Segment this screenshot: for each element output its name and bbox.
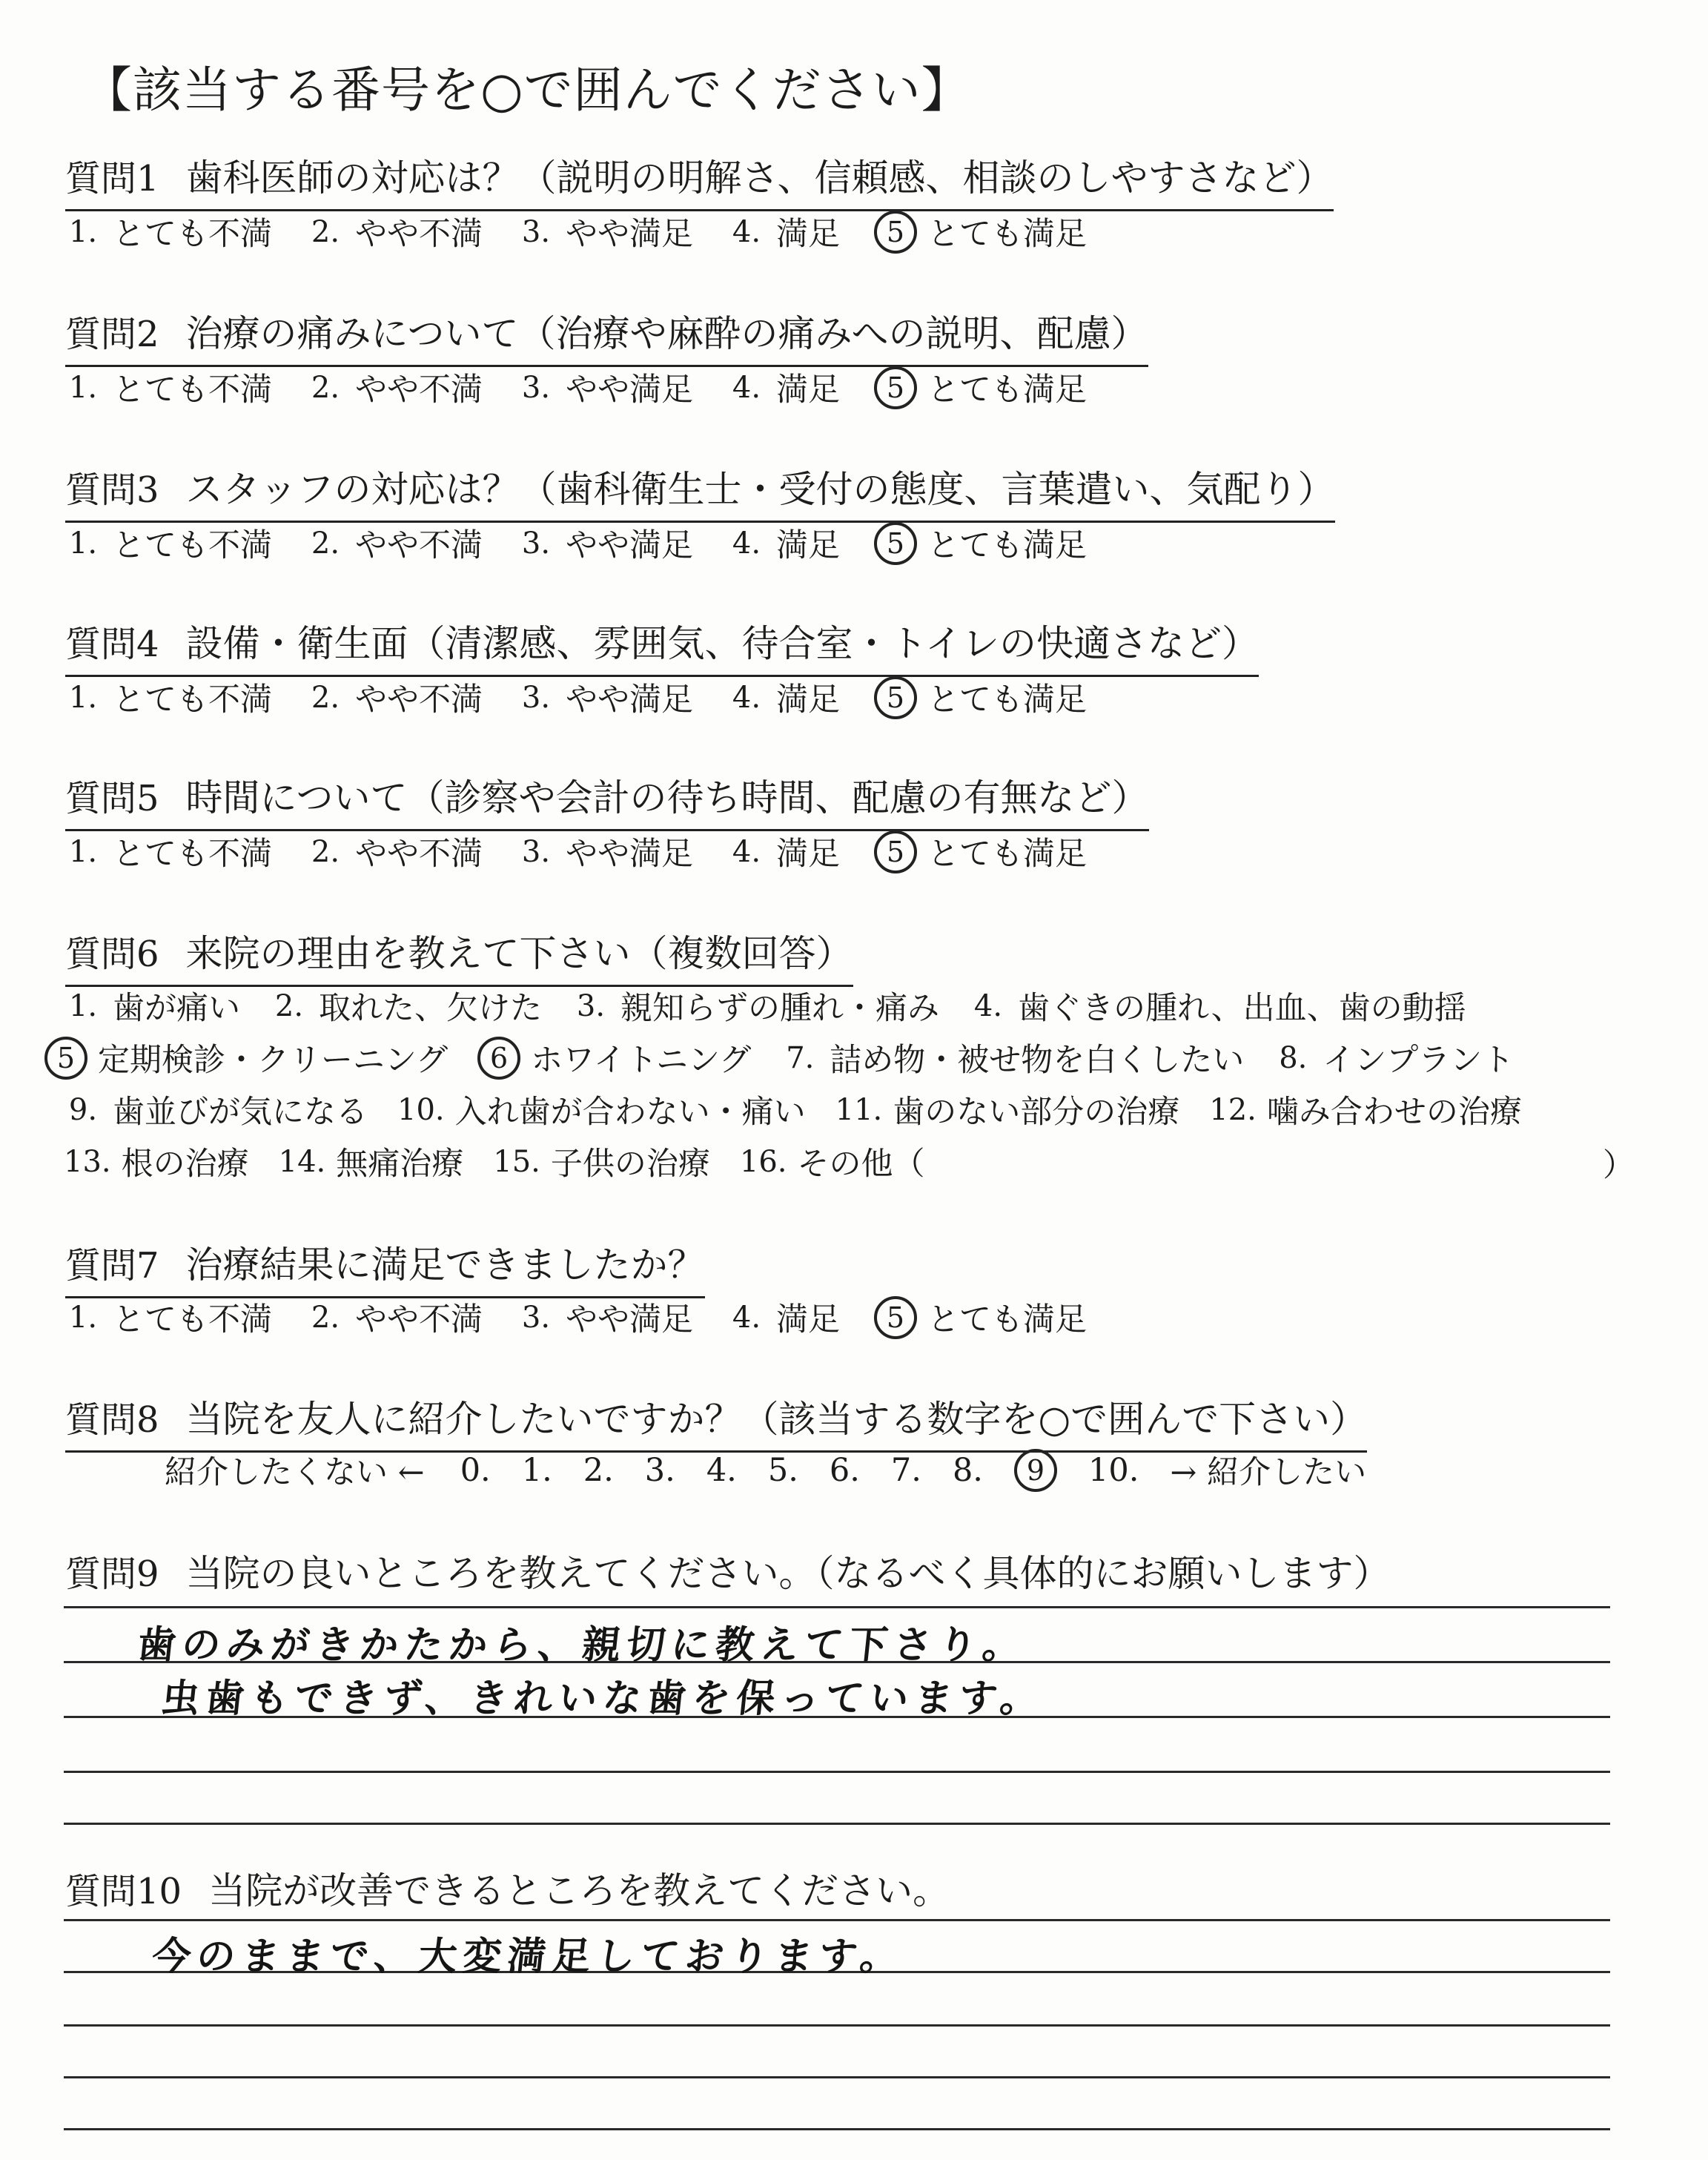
option-number: 3. <box>521 834 551 869</box>
option-number: 2. <box>311 1300 340 1335</box>
question-3-text: スタッフの対応は？（歯科衛生士・受付の態度、言葉遣い、気配り） <box>185 468 1335 511</box>
answer-option[interactable] <box>306 829 483 874</box>
question-4-text: 設備・衛生面（清潔感、雰囲気、待合室・トイレの快適さなど） <box>185 622 1260 665</box>
option-number-circled: 5 <box>44 1037 87 1080</box>
option-number: 4. <box>732 526 761 561</box>
option-label: 噛み合わせの治療 <box>1266 1094 1522 1131</box>
answer-option[interactable] <box>781 1035 1244 1080</box>
answer-rule <box>64 1823 1610 1825</box>
answer-option[interactable] <box>64 209 272 254</box>
option-label: 詰め物・被せ物を白くしたい <box>830 1042 1245 1079</box>
scale-value[interactable]: 0. <box>460 1451 491 1489</box>
option-number-circled: 5 <box>874 676 917 719</box>
answer-rule <box>64 2128 1610 2130</box>
answer-option[interactable] <box>727 209 840 254</box>
option-number: 1. <box>68 988 98 1023</box>
answer-rule <box>64 2024 1610 2027</box>
option-label: 歯並びが気になる <box>113 1094 368 1131</box>
option-number: 2. <box>274 988 304 1023</box>
answer-option[interactable] <box>969 983 1466 1028</box>
question-6-row-2 <box>44 1035 1543 1080</box>
scale-value-circled[interactable]: 9 <box>1014 1449 1057 1492</box>
option-number: 3. <box>521 1300 551 1335</box>
form-header: 【該当する番号を○で囲んでください】 <box>83 62 971 119</box>
question-9-title <box>65 1544 1391 1597</box>
other-close-paren: ） <box>1603 1147 1635 1184</box>
answer-option[interactable] <box>397 1087 806 1132</box>
question-8-title <box>65 1390 1367 1453</box>
scale-left-label: 紹介したくない ← <box>165 1454 425 1491</box>
scale-value[interactable]: 1. <box>521 1451 552 1489</box>
question-6-row-1 <box>64 983 1496 1028</box>
option-label: やや満足 <box>566 216 693 253</box>
answer-option[interactable] <box>740 1139 925 1184</box>
option-label: とても満足 <box>927 527 1087 564</box>
question-6-text: 来院の理由を教えて下さい（複数回答） <box>185 932 853 975</box>
option-number: 16. <box>739 1144 787 1179</box>
question-8-text: 当院を友人に紹介したいですか？（該当する数字を○で囲んで下さい） <box>185 1398 1368 1441</box>
option-number: 2. <box>311 834 340 869</box>
option-label: 子供の治療 <box>550 1146 710 1183</box>
option-label: やや不満 <box>355 1301 483 1338</box>
question-2-label: 質問2 <box>65 314 159 355</box>
question-2-title <box>65 304 1148 367</box>
scale-value[interactable]: 6. <box>829 1451 860 1489</box>
option-number: 15. <box>493 1144 540 1179</box>
question-4-options <box>64 675 1121 720</box>
option-number: 12. <box>1209 1092 1257 1127</box>
scale-values <box>460 1449 1171 1492</box>
answer-option[interactable] <box>874 209 1087 254</box>
question-4-label: 質問4 <box>65 624 159 665</box>
answer-option[interactable] <box>306 521 483 566</box>
answer-option[interactable] <box>517 829 693 874</box>
option-number: 2. <box>311 680 340 715</box>
answer-option[interactable] <box>477 1035 751 1080</box>
option-number: 8. <box>1279 1040 1308 1075</box>
question-3-label: 質問3 <box>65 469 159 511</box>
question-4-title <box>65 614 1259 677</box>
option-number: 3. <box>521 214 551 249</box>
option-number-circled: 5 <box>874 830 917 873</box>
answer-rule <box>64 1919 1610 1921</box>
question-10-title <box>65 1861 950 1915</box>
answer-rule <box>64 1606 1610 1608</box>
option-number: 2. <box>311 370 340 405</box>
answer-option[interactable] <box>874 675 1087 720</box>
option-number: 1. <box>68 1300 98 1335</box>
question-6-label: 質問6 <box>65 934 159 975</box>
answer-option[interactable] <box>270 983 542 1028</box>
option-label: とても不満 <box>113 1301 272 1338</box>
option-label: やや満足 <box>566 681 693 719</box>
answer-option[interactable] <box>727 1295 840 1340</box>
option-number-circled: 5 <box>874 1296 917 1339</box>
answer-option[interactable] <box>64 365 272 410</box>
scale-value[interactable]: 2. <box>583 1451 614 1489</box>
answer-option[interactable] <box>64 521 272 566</box>
option-number: 1. <box>68 526 98 561</box>
answer-option[interactable] <box>1209 1087 1522 1132</box>
answer-option[interactable] <box>64 1295 272 1340</box>
question-2-text: 治療の痛みについて（治療や麻酔の痛みへの説明、配慮） <box>185 312 1148 355</box>
option-number-circled: 5 <box>874 522 917 565</box>
option-number: 3. <box>576 988 606 1023</box>
answer-option[interactable] <box>306 675 483 720</box>
option-label: やや満足 <box>566 836 693 873</box>
option-number: 4. <box>732 214 761 249</box>
question-9-text: 当院の良いところを教えてください。（なるべく具体的にお願いします） <box>185 1552 1391 1595</box>
answer-option[interactable] <box>517 675 693 720</box>
option-label: 入れ歯が合わない・痛い <box>454 1094 806 1131</box>
option-label: 歯のない部分の治療 <box>893 1094 1180 1131</box>
question-6-row-4 <box>64 1139 955 1184</box>
answer-option[interactable] <box>835 1087 1180 1132</box>
option-label: 満足 <box>776 1301 840 1338</box>
answer-option[interactable] <box>64 675 272 720</box>
answer-option[interactable] <box>493 1139 710 1184</box>
option-label: 満足 <box>776 836 840 873</box>
answer-option[interactable] <box>874 521 1087 566</box>
scale-value[interactable]: 8. <box>952 1451 983 1489</box>
option-label: 満足 <box>776 371 840 409</box>
option-label: やや不満 <box>355 527 483 564</box>
answer-option[interactable] <box>517 521 693 566</box>
option-number: 1. <box>68 680 98 715</box>
answer-option[interactable] <box>1274 1035 1514 1080</box>
scale-value[interactable]: 10. <box>1088 1451 1139 1489</box>
option-label: とても満足 <box>927 836 1087 873</box>
option-number: 1. <box>68 834 98 869</box>
option-label: 無痛治療 <box>336 1146 464 1183</box>
option-number: 1. <box>68 370 98 405</box>
option-number: 7. <box>786 1040 815 1075</box>
option-label: その他（ <box>797 1146 925 1183</box>
scale-value[interactable]: 4. <box>706 1451 737 1489</box>
answer-option[interactable] <box>874 1295 1087 1340</box>
answer-option[interactable] <box>64 1087 368 1132</box>
question-6-title <box>65 924 853 987</box>
option-label: やや不満 <box>355 836 483 873</box>
answer-option[interactable] <box>727 675 840 720</box>
option-label: とても満足 <box>927 1301 1087 1338</box>
option-label: やや不満 <box>355 681 483 719</box>
answer-option[interactable] <box>517 365 693 410</box>
answer-option[interactable] <box>572 983 939 1028</box>
q10-answer-line-1: 今のままで、大変満足しております。 <box>150 1935 907 1979</box>
answer-option[interactable] <box>727 521 840 566</box>
answer-option[interactable] <box>517 1295 693 1340</box>
option-label: とても満足 <box>927 681 1087 719</box>
question-3-title <box>65 460 1335 523</box>
option-label: とても不満 <box>113 681 272 719</box>
question-10-label: 質問10 <box>65 1871 182 1912</box>
q9-answer-line-2: 虫歯もできず、きれいな歯を保っています。 <box>159 1677 1047 1721</box>
question-1-label: 質問1 <box>65 158 159 199</box>
option-number: 13. <box>64 1144 111 1179</box>
answer-option[interactable] <box>874 365 1087 410</box>
option-label: インプラント <box>1323 1042 1515 1079</box>
question-10-text: 当院が改善できるところを教えてください。 <box>208 1869 950 1912</box>
option-number: 2. <box>311 526 340 561</box>
option-number-circled: 6 <box>477 1037 520 1080</box>
option-label: ホワイトニング <box>531 1042 752 1079</box>
answer-option[interactable] <box>44 1035 448 1080</box>
question-5-label: 質問5 <box>65 778 159 819</box>
answer-option[interactable] <box>874 829 1087 874</box>
question-7-options <box>64 1295 1121 1340</box>
option-number: 4. <box>732 370 761 405</box>
option-label: 取れた、欠けた <box>319 990 542 1027</box>
answer-option[interactable] <box>517 209 693 254</box>
option-label: 満足 <box>776 527 840 564</box>
question-3-options <box>64 521 1121 566</box>
scale-value[interactable]: 3. <box>644 1451 675 1489</box>
option-label: 定期検診・クリーニング <box>98 1042 448 1079</box>
option-label: やや満足 <box>566 1301 693 1338</box>
answer-option[interactable] <box>306 365 483 410</box>
question-7-text: 治療結果に満足できましたか？ <box>185 1244 705 1287</box>
option-number: 11. <box>835 1092 883 1127</box>
option-number: 2. <box>311 214 340 249</box>
option-label: とても不満 <box>113 836 272 873</box>
question-5-text: 時間について（診察や会計の待ち時間、配慮の有無など） <box>185 776 1149 819</box>
option-number: 4. <box>973 988 1003 1023</box>
option-number-circled: 5 <box>874 366 917 409</box>
q9-answer-line-1: 歯のみがきかたから、親切に教えて下さり。 <box>135 1623 1030 1668</box>
option-number: 9. <box>68 1092 98 1127</box>
answer-option[interactable] <box>306 209 483 254</box>
option-number: 10. <box>397 1092 445 1127</box>
answer-option[interactable] <box>64 1139 249 1184</box>
option-label: 満足 <box>776 216 840 253</box>
option-label: とても不満 <box>113 371 272 409</box>
option-number: 4. <box>732 834 761 869</box>
answer-option[interactable] <box>279 1139 464 1184</box>
option-number: 4. <box>732 1300 761 1335</box>
option-label: やや満足 <box>566 371 693 409</box>
option-label: 親知らずの腫れ・痛み <box>620 990 939 1027</box>
option-number: 14. <box>278 1144 326 1179</box>
option-label: やや満足 <box>566 527 693 564</box>
option-label: やや不満 <box>355 216 483 253</box>
question-6-row-3 <box>64 1087 1552 1132</box>
answer-option[interactable] <box>727 365 840 410</box>
recommend-scale <box>165 1447 1366 1493</box>
option-label: 満足 <box>776 681 840 719</box>
option-label: やや不満 <box>355 371 483 409</box>
option-label: とても満足 <box>927 371 1087 409</box>
option-number: 3. <box>521 680 551 715</box>
question-5-title <box>65 768 1149 831</box>
question-1-text: 歯科医師の対応は？（説明の明解さ、信頼感、相談のしやすさなど） <box>185 156 1334 199</box>
answer-rule <box>64 2076 1610 2078</box>
question-2-options <box>64 365 1121 410</box>
option-label: 根の治療 <box>121 1146 249 1183</box>
question-9-label: 質問9 <box>65 1553 159 1595</box>
option-label: 歯ぐきの腫れ、出血、歯の動揺 <box>1018 990 1466 1027</box>
answer-option[interactable] <box>64 983 240 1028</box>
answer-option[interactable] <box>727 829 840 874</box>
answer-option[interactable] <box>306 1295 483 1340</box>
option-label: とても不満 <box>113 527 272 564</box>
option-label: とても不満 <box>113 216 272 253</box>
question-7-title <box>65 1235 705 1298</box>
option-number: 4. <box>732 680 761 715</box>
question-7-label: 質問7 <box>65 1245 159 1287</box>
option-label: 歯が痛い <box>113 990 240 1027</box>
question-5-options <box>64 829 1121 874</box>
scale-value[interactable]: 5. <box>767 1451 798 1489</box>
question-1-options <box>64 209 1121 254</box>
option-label: とても満足 <box>927 216 1087 253</box>
option-number-circled: 5 <box>874 211 917 254</box>
scale-right-label: → 紹介したい <box>1170 1454 1367 1491</box>
option-number: 1. <box>68 214 98 249</box>
option-number: 3. <box>521 526 551 561</box>
answer-option[interactable] <box>64 829 272 874</box>
scale-value[interactable]: 7. <box>890 1451 921 1489</box>
answer-rule <box>64 1771 1610 1773</box>
question-1-title <box>65 148 1334 211</box>
question-8-label: 質問8 <box>65 1399 159 1441</box>
option-number: 3. <box>521 370 551 405</box>
